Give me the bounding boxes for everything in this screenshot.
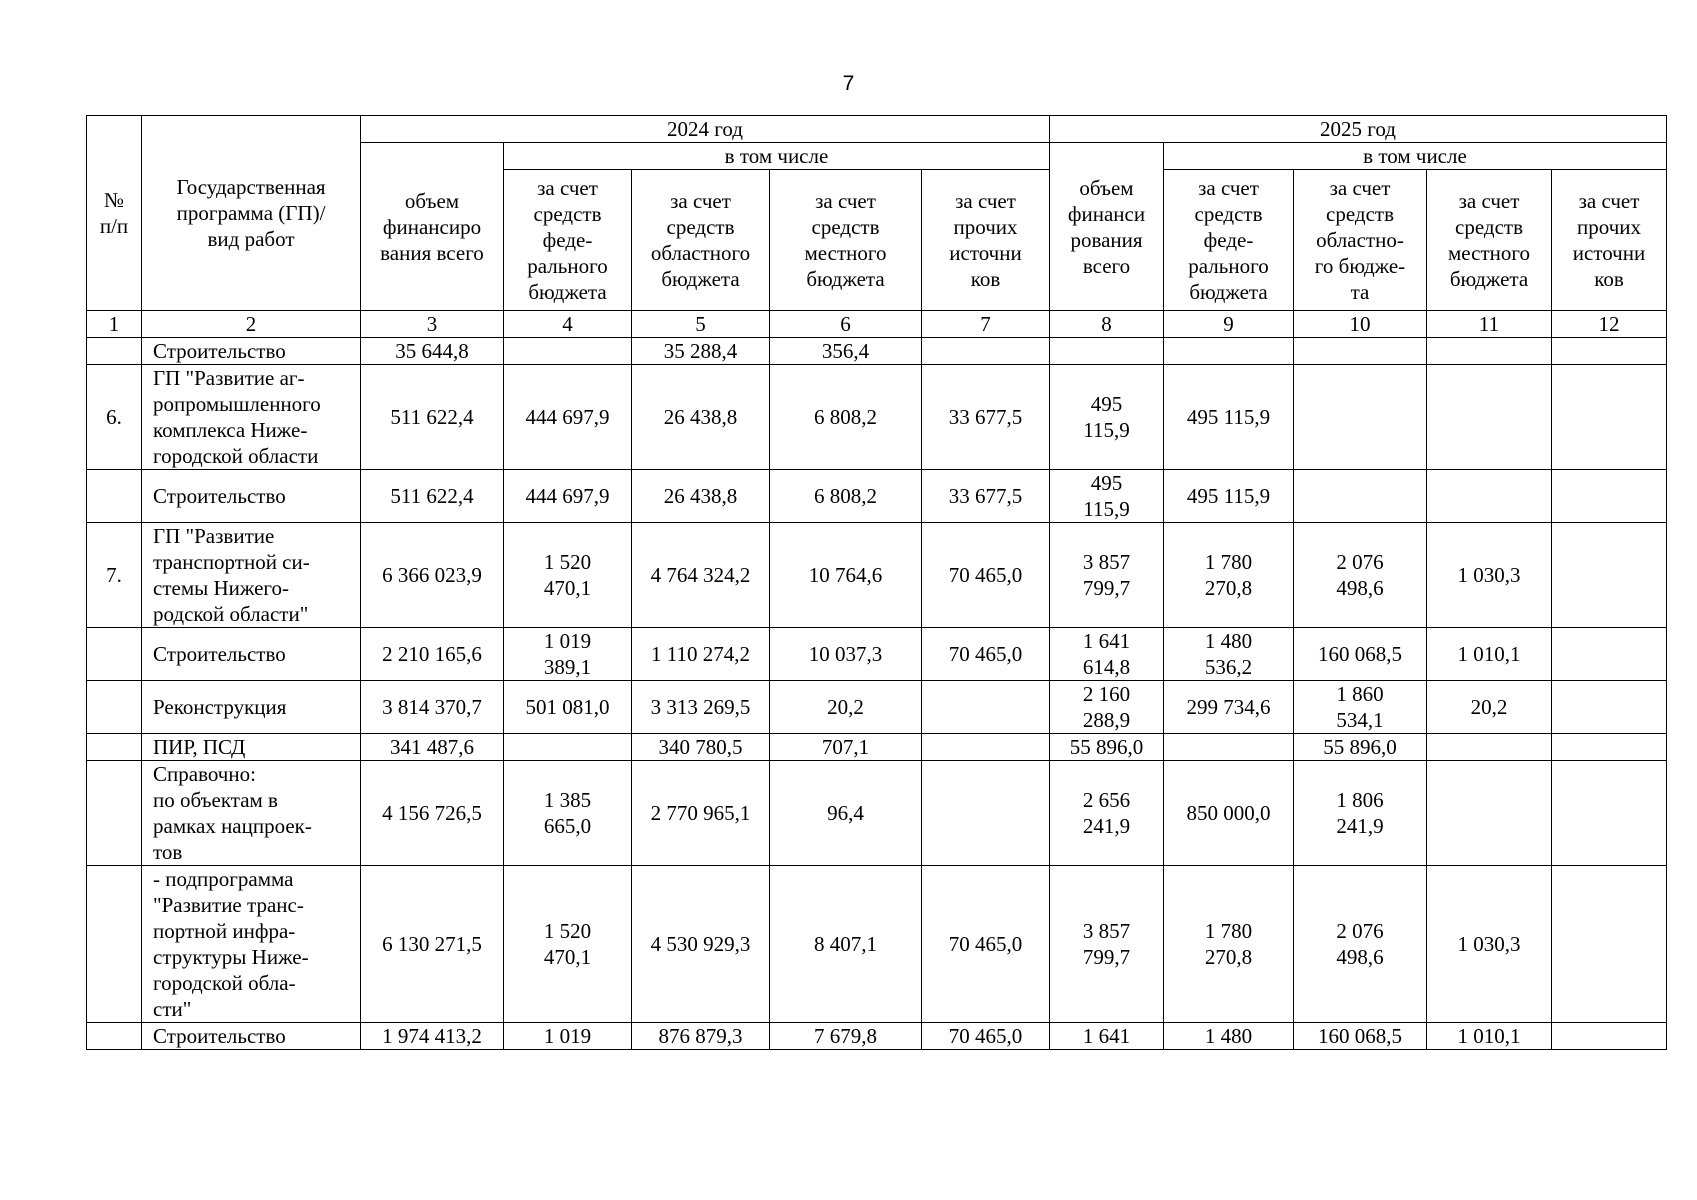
row-program-name: Справочно: по объектам в рамках нацпроек- тов: [142, 761, 361, 866]
header-other-2025: за счет прочих источни ков: [1552, 170, 1667, 311]
table-row: [87, 338, 1667, 365]
header-regional-2024: за счет средств областного бюджета: [632, 170, 770, 311]
row-value: 495 115,9: [1164, 470, 1294, 523]
row-value: 2 076 498,6: [1294, 523, 1427, 628]
row-value: [1552, 365, 1667, 470]
row-value: 1 974 413,2: [361, 1023, 504, 1050]
row-value: [1427, 365, 1552, 470]
row-value: [1294, 338, 1427, 365]
row-value: 3 313 269,5: [632, 681, 770, 734]
row-value: 26 438,8: [632, 470, 770, 523]
column-number: 6: [770, 311, 922, 338]
header-including-2024: в том числе: [504, 143, 1050, 170]
header-program: Государственная программа (ГП)/ вид работ: [142, 116, 361, 311]
row-value: 35 288,4: [632, 338, 770, 365]
row-value: 55 896,0: [1294, 734, 1427, 761]
row-value: [1552, 470, 1667, 523]
financing-table: [86, 115, 1667, 1050]
row-value: 3 857 799,7: [1050, 866, 1164, 1023]
row-value: 1 480 536,2: [1164, 628, 1294, 681]
row-value: 501 081,0: [504, 681, 632, 734]
table-row: [87, 866, 1667, 1023]
row-value: 26 438,8: [632, 365, 770, 470]
row-value: 70 465,0: [922, 1023, 1050, 1050]
row-value: [504, 734, 632, 761]
row-number: 7.: [87, 523, 142, 628]
row-value: 33 677,5: [922, 470, 1050, 523]
column-number: 7: [922, 311, 1050, 338]
row-value: [922, 734, 1050, 761]
row-program-name: - подпрограмма "Развитие транс- портной инфра- структуры Ниже- городской обла- сти": [142, 866, 361, 1023]
table-row: [87, 734, 1667, 761]
header-num: № п/п: [87, 116, 142, 311]
row-value: [1294, 365, 1427, 470]
row-value: 1 520 470,1: [504, 866, 632, 1023]
row-value: 6 366 023,9: [361, 523, 504, 628]
row-value: [1552, 523, 1667, 628]
row-value: [1427, 734, 1552, 761]
column-number: 8: [1050, 311, 1164, 338]
row-value: 1 520 470,1: [504, 523, 632, 628]
row-value: [922, 338, 1050, 365]
header-federal-2024: за счет средств феде- рального бюджета: [504, 170, 632, 311]
row-value: 6 808,2: [770, 470, 922, 523]
row-value: 1 641: [1050, 1023, 1164, 1050]
row-value: [1552, 681, 1667, 734]
row-program-name: Строительство: [142, 338, 361, 365]
column-number: 12: [1552, 311, 1667, 338]
column-number: 3: [361, 311, 504, 338]
column-number: 2: [142, 311, 361, 338]
row-value: [922, 761, 1050, 866]
row-value: 1 480: [1164, 1023, 1294, 1050]
table-header: [87, 116, 1667, 338]
row-value: [1164, 338, 1294, 365]
row-value: [922, 681, 1050, 734]
header-regional-2025: за счет средств областно- го бюдже- та: [1294, 170, 1427, 311]
row-value: 3 814 370,7: [361, 681, 504, 734]
row-value: 1 806 241,9: [1294, 761, 1427, 866]
column-number: 11: [1427, 311, 1552, 338]
header-year-2024: 2024 год: [361, 116, 1050, 143]
row-program-name: ГП "Развитие аг- ропромышленного комплекса Ниже- городской области: [142, 365, 361, 470]
row-value: [1427, 761, 1552, 866]
row-value: 4 530 929,3: [632, 866, 770, 1023]
table-row: [87, 628, 1667, 681]
row-value: [1427, 338, 1552, 365]
row-value: 7 679,8: [770, 1023, 922, 1050]
header-total-2024: объем финансиро вания всего: [361, 143, 504, 311]
row-number: [87, 866, 142, 1023]
row-number: 6.: [87, 365, 142, 470]
row-value: [1552, 734, 1667, 761]
row-value: 35 644,8: [361, 338, 504, 365]
header-local-2025: за счет средств местного бюджета: [1427, 170, 1552, 311]
row-value: 444 697,9: [504, 470, 632, 523]
row-number: [87, 338, 142, 365]
header-year-2025: 2025 год: [1050, 116, 1667, 143]
column-number: 5: [632, 311, 770, 338]
row-program-name: Строительство: [142, 628, 361, 681]
header-federal-2025: за счет средств феде- рального бюджета: [1164, 170, 1294, 311]
row-value: 1 030,3: [1427, 866, 1552, 1023]
row-value: 1 780 270,8: [1164, 523, 1294, 628]
header-other-2024: за счет прочих источни ков: [922, 170, 1050, 311]
header-including-2025: в том числе: [1164, 143, 1667, 170]
row-value: 1 019 389,1: [504, 628, 632, 681]
row-value: 299 734,6: [1164, 681, 1294, 734]
page-number: 7: [842, 72, 855, 95]
row-value: [1552, 866, 1667, 1023]
row-value: [504, 338, 632, 365]
row-value: 55 896,0: [1050, 734, 1164, 761]
row-value: [1050, 338, 1164, 365]
row-value: 70 465,0: [922, 866, 1050, 1023]
header-local-2024: за счет средств местного бюджета: [770, 170, 922, 311]
table-row: [87, 365, 1667, 470]
row-value: 6 808,2: [770, 365, 922, 470]
row-value: 10 037,3: [770, 628, 922, 681]
row-value: 850 000,0: [1164, 761, 1294, 866]
table-row: [87, 523, 1667, 628]
row-value: 160 068,5: [1294, 1023, 1427, 1050]
row-value: 2 076 498,6: [1294, 866, 1427, 1023]
row-value: 1 860 534,1: [1294, 681, 1427, 734]
row-value: 2 160 288,9: [1050, 681, 1164, 734]
row-number: [87, 1023, 142, 1050]
row-program-name: Строительство: [142, 470, 361, 523]
row-value: 340 780,5: [632, 734, 770, 761]
row-value: 341 487,6: [361, 734, 504, 761]
row-value: 2 210 165,6: [361, 628, 504, 681]
column-number: 4: [504, 311, 632, 338]
row-value: 20,2: [1427, 681, 1552, 734]
row-number: [87, 761, 142, 866]
table-row: [87, 470, 1667, 523]
row-value: 4 156 726,5: [361, 761, 504, 866]
row-value: 1 641 614,8: [1050, 628, 1164, 681]
row-program-name: Реконструкция: [142, 681, 361, 734]
row-value: [1552, 628, 1667, 681]
row-value: 2 656 241,9: [1050, 761, 1164, 866]
row-value: 10 764,6: [770, 523, 922, 628]
row-value: 1 385 665,0: [504, 761, 632, 866]
row-value: 96,4: [770, 761, 922, 866]
row-value: 707,1: [770, 734, 922, 761]
row-number: [87, 734, 142, 761]
row-value: 444 697,9: [504, 365, 632, 470]
row-value: 1 030,3: [1427, 523, 1552, 628]
row-value: 356,4: [770, 338, 922, 365]
row-value: 20,2: [770, 681, 922, 734]
row-value: 3 857 799,7: [1050, 523, 1164, 628]
row-value: 70 465,0: [922, 628, 1050, 681]
row-program-name: Строительство: [142, 1023, 361, 1050]
row-value: [1552, 1023, 1667, 1050]
row-value: 1 010,1: [1427, 1023, 1552, 1050]
row-value: 4 764 324,2: [632, 523, 770, 628]
row-value: 160 068,5: [1294, 628, 1427, 681]
row-value: 511 622,4: [361, 365, 504, 470]
row-value: 495 115,9: [1050, 365, 1164, 470]
table-row: [87, 681, 1667, 734]
row-value: [1427, 470, 1552, 523]
row-value: 1 780 270,8: [1164, 866, 1294, 1023]
row-value: 495 115,9: [1164, 365, 1294, 470]
row-value: 1 019: [504, 1023, 632, 1050]
row-value: [1294, 470, 1427, 523]
column-number: 9: [1164, 311, 1294, 338]
row-number: [87, 470, 142, 523]
row-value: [1164, 734, 1294, 761]
table-row: [87, 761, 1667, 866]
column-number: 1: [87, 311, 142, 338]
row-number: [87, 681, 142, 734]
row-value: 6 130 271,5: [361, 866, 504, 1023]
row-value: 511 622,4: [361, 470, 504, 523]
row-value: 33 677,5: [922, 365, 1050, 470]
column-number: 10: [1294, 311, 1427, 338]
row-value: 1 010,1: [1427, 628, 1552, 681]
row-value: 1 110 274,2: [632, 628, 770, 681]
table-row: [87, 1023, 1667, 1050]
row-value: 495 115,9: [1050, 470, 1164, 523]
column-numbers-row: [87, 311, 1667, 338]
row-value: 8 407,1: [770, 866, 922, 1023]
row-value: 876 879,3: [632, 1023, 770, 1050]
row-value: [1552, 761, 1667, 866]
row-number: [87, 628, 142, 681]
row-program-name: ПИР, ПСД: [142, 734, 361, 761]
table-body: [87, 338, 1667, 1050]
row-value: 2 770 965,1: [632, 761, 770, 866]
row-value: 70 465,0: [922, 523, 1050, 628]
row-value: [1552, 338, 1667, 365]
header-total-2025: объем финанси рования всего: [1050, 143, 1164, 311]
row-program-name: ГП "Развитие транспортной си- стемы Нижего- родской области": [142, 523, 361, 628]
